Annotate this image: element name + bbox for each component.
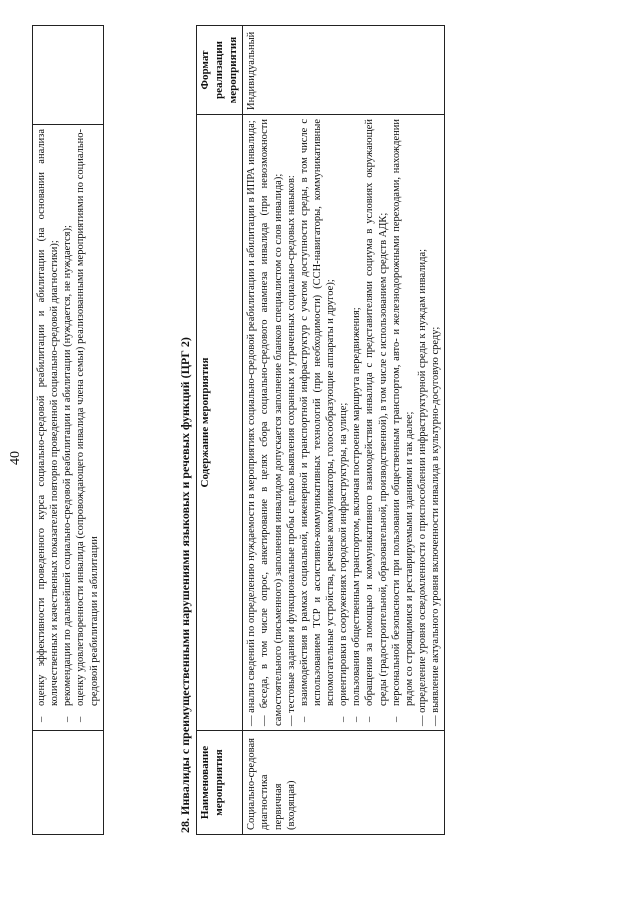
content-paragraph: — анализ сведений по определению нуждаемости в мероприятиях социально-средовой реабилитации и абилитации в ИПРА инвалида; <box>246 120 258 726</box>
header-name: Наименование мероприятия <box>197 731 243 835</box>
list-item: – пользования общественным транспортом, включая построение маршрута передвижения; <box>350 119 363 726</box>
list-item: – взаимодействия в рамках социальной, инженерной и транспортной инфраструктур с учетом доступности среды, в том числе с использованием ТСР и ассистивно-коммуникативных технологий (при необходимости) (ССН-навигаторы, коммуникативные вспомогательные устройства, речевые коммуникаторы, голосообразующие аппараты и другое); <box>298 119 337 726</box>
content-cell <box>33 125 104 731</box>
item-list <box>35 129 101 726</box>
measures-table <box>196 25 445 835</box>
measure-content <box>243 115 445 731</box>
continuation-table <box>32 25 104 835</box>
header-format: Формат реализации мероприятия <box>197 26 243 115</box>
section-title: 28. Инвалиды с преимущественными нарушениями языковых и речевых функций (ЦРГ 2) <box>178 337 192 833</box>
header-content: Содержание мероприятия <box>197 115 243 731</box>
measure-name: Социально-средовая диагностика первичная (входящая) <box>243 731 445 835</box>
list-item: – оценку удовлетворенности инвалида (сопровождающего инвалида члена семьи) реализованными мероприятиями по социально-средовой реабилитации и абилитации <box>74 129 100 726</box>
list-item: – обращения за помощью и коммуникативного взаимодействия инвалида с представителями социума в условиях окружающей среды (градостроительной, образовательной, производственной), в том числе с использованием средств АДК; <box>363 119 389 726</box>
content-paragraph: — выявление актуального уровня включенности инвалида в культурно-досуговую среду; <box>430 326 441 726</box>
table-row <box>33 26 104 835</box>
measure-format: Индивидуальный <box>243 26 445 115</box>
content-paragraph: — определение уровня осведомленности о приспособлении инфраструктурной среды к нуждам инвалида; <box>416 248 428 726</box>
content-paragraph: — беседа, в том числе опрос, анкетирование в целях сбора социально-средового анамнеза инвалида (при невозможности самостоятельного (письменного) заполнения инвалидом допускается заполнение бланков специалистом со слов инвалида); <box>259 119 284 726</box>
table-row <box>243 26 445 835</box>
list-item: – ориентировки в сооружениях городской инфраструктуры, на улице; <box>337 119 350 726</box>
list-item: – персональной безопасности при пользовании общественным транспортом, авто- и железнодорожными переходами, нахождении рядом со строящимися и реставрируемыми зданиями и так далее; <box>390 119 416 726</box>
empty-cell <box>33 26 104 125</box>
list-item: – оценку эффективности проведенного курса социально-средовой реабилитации и абилитации (на основании анализа количественных и качественных показателей повторно проведенной социально-средовой диагностики); <box>35 129 61 726</box>
empty-cell <box>33 731 104 835</box>
page-number: 40 <box>8 451 23 465</box>
table-header-row <box>197 26 243 835</box>
skills-list <box>298 119 416 726</box>
content-paragraph: — тестовые задания и функциональные пробы с целью выявления сохранных и утраченных социально-средовых навыков: <box>285 175 297 726</box>
list-item: – рекомендации по дальнейшей социально-средовой реабилитации и абилитации (нуждается, не нуждается); <box>61 129 74 726</box>
